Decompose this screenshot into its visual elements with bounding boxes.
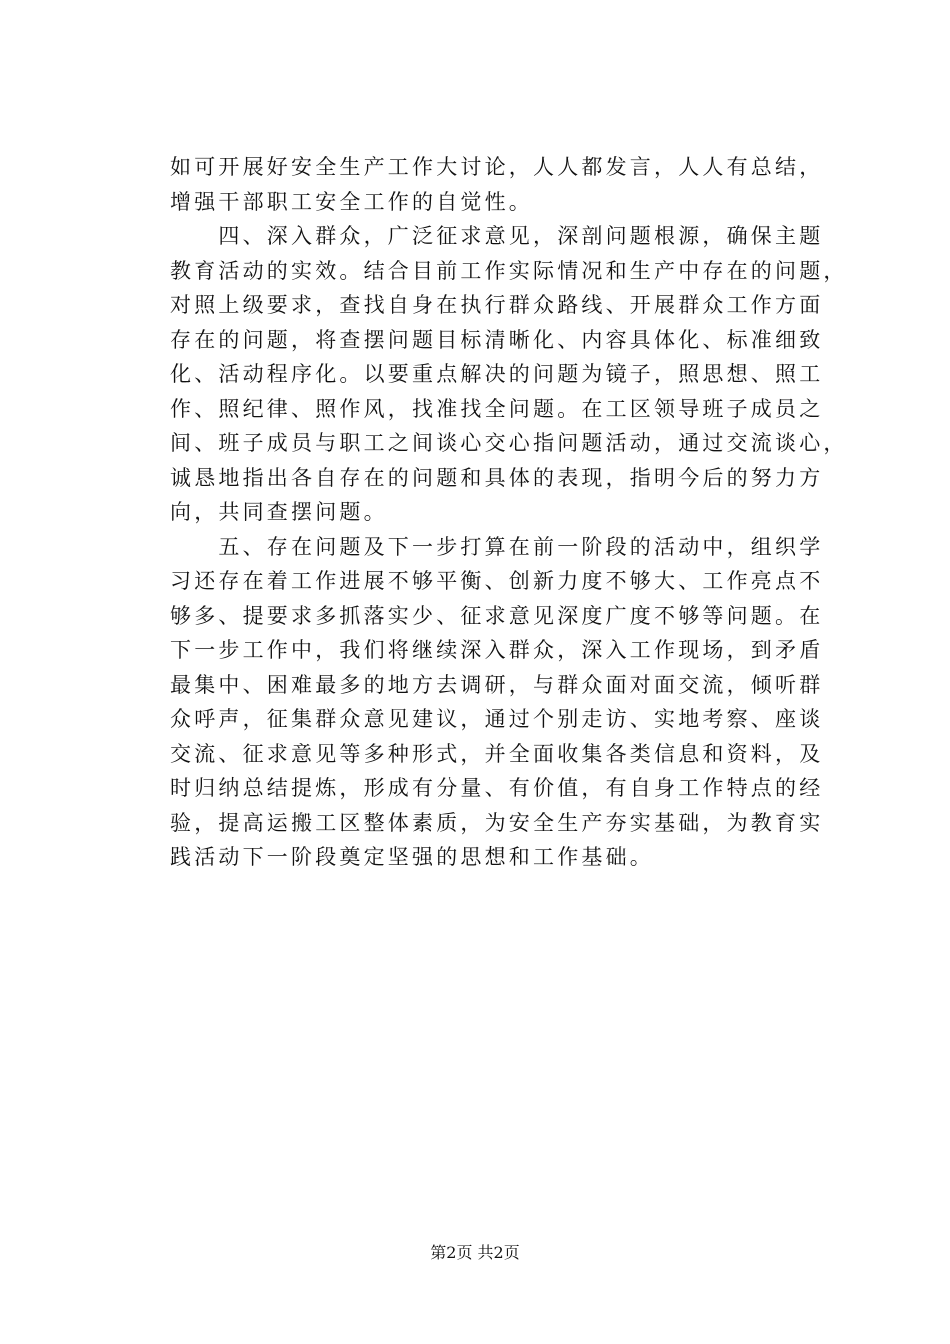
text-line: 诚恳地指出各自存在的问题和具体的表现，指明今后的努力方 [170,465,824,490]
text-line: 四、深入群众，广泛征求意见，深剖问题根源，确保主题 [170,224,824,248]
text-line: 如可开展好安全生产工作大讨论，人人都发言，人人有总结， [170,155,824,179]
text-line: 众呼声，征集群众意见建议，通过个别走访、实地考察、座谈 [170,707,824,731]
text-line: 教育活动的实效。结合目前工作实际情况和生产中存在的问题， [170,258,848,283]
body-text [170,150,860,875]
text-line: 向，共同查摆问题。 [170,500,388,524]
text-line: 交流、征求意见等多种形式，并全面收集各类信息和资料，及 [170,741,824,766]
text-line: 对照上级要求，查找自身在执行群众路线、开展群众工作方面 [170,293,824,317]
text-line: 间、班子成员与职工之间谈心交心指问题活动，通过交流谈心， [170,431,848,455]
text-line: 五、存在问题及下一步打算在前一阶段的活动中，组织学 [170,534,824,559]
text-line: 化、活动程序化。以要重点解决的问题为镜子，照思想、照工 [170,362,824,386]
text-line: 习还存在着工作进展不够平衡、创新力度不够大、工作亮点不 [170,569,824,593]
text-line: 存在的问题，将查摆问题目标清晰化、内容具体化、标准细致 [170,327,824,352]
text-line: 下一步工作中，我们将继续深入群众，深入工作现场，到矛盾 [170,638,824,662]
text-line: 增强干部职工安全工作的自觉性。 [170,189,533,214]
text-line: 践活动下一阶段奠定坚强的思想和工作基础。 [170,845,654,869]
page-footer: 第2页 共2页 [430,1243,520,1262]
text-line: 时归纳总结提炼，形成有分量、有价值，有自身工作特点的经 [170,776,824,800]
text-line: 作、照纪律、照作风，找准找全问题。在工区领导班子成员之 [170,396,824,421]
text-line: 够多、提要求多抓落实少、征求意见深度广度不够等问题。在 [170,603,824,628]
text-line: 验，提高运搬工区整体素质，为安全生产夯实基础，为教育实 [170,810,824,835]
text-line: 最集中、困难最多的地方去调研，与群众面对面交流，倾听群 [170,672,824,697]
